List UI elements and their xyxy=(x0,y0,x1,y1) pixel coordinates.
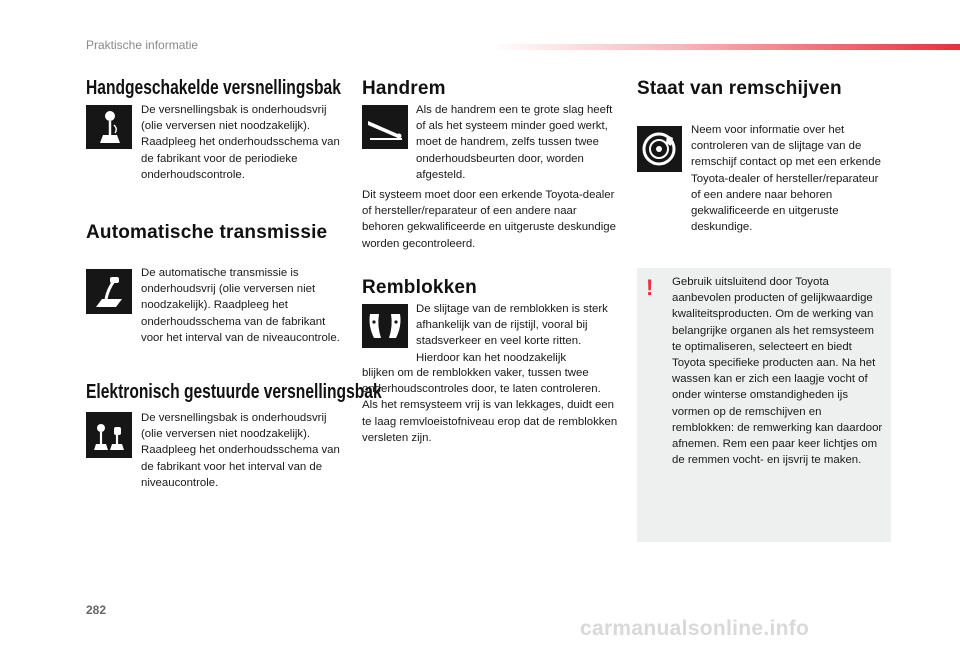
heading-brake-discs: Staat van remschijven xyxy=(637,78,842,99)
page-number: 282 xyxy=(86,603,107,617)
brake-pads-icon xyxy=(362,304,408,348)
heading-automatic-transmission: Automatische transmissie xyxy=(86,222,328,243)
heading-handbrake: Handrem xyxy=(362,78,446,99)
brake-pads-text-more: blijken om de remblokken vaker, tussen twee onderhoudscontroles door, te laten controleren. Als het remsysteem vrij is van lekkages, duidt een te laag remvloeistofniveau erop dat de remblokken versleten zijn. xyxy=(362,367,618,444)
brake-pads-text-intro: De slijtage van de remblokken is sterk afhankelijk van de rijstijl, vooral bij stadsverkeer en veel korte ritten. Hierdoor kan het noodzakelijk xyxy=(416,303,608,364)
automatic-transmission-text: De automatische transmissie is onderhoudsvrij (olie verversen niet noodzakelijk). Raadpleeg het onderhoudsschema van de fabrikant voor het interval van de niveaucontrole. xyxy=(141,267,340,344)
page-header-title: Praktische informatie xyxy=(86,38,199,52)
manual-gearshift-icon xyxy=(86,105,132,149)
warning-text: Gebruik uitsluitend door Toyota aanbevolen producten of gelijkwaardige kwaliteitsproducten. Om de werking van belangrijke organen als het remsysteem te optimaliseren, selecteert en biedt Toyota specifieke producten aan. Na het wassen kan er zich een laagje vocht of onder winterse omstandigheden ijs vormen op de remschijven en remblokken: de remwerking kan daardoor afnemen. Rem een paar keer lichtjes om de remmen vocht- en ijsvrij te maken. xyxy=(672,276,883,467)
handbrake-text-intro: Als de handrem een te grote slag heeft of als het systeem minder goed werkt, moet de handrem, zelfs tussen twee onderhoudsbeurten door, worden afgesteld. xyxy=(416,104,613,181)
brake-discs-text: Neem voor informatie over het controleren van de slijtage van de remschijf contact op met een erkende Toyota-dealer of hersteller/reparateur of een andere naar behoren gekwalificeerde en uitgeruste deskundige. xyxy=(691,124,881,234)
electronic-gearbox-icon xyxy=(86,412,132,458)
brake-disc-icon xyxy=(637,126,682,172)
watermark: carmanualsonline.info xyxy=(580,617,810,640)
handbrake-lever-icon xyxy=(362,105,408,149)
heading-brake-pads: Remblokken xyxy=(362,277,477,298)
manual-gearbox-text: De versnellingsbak is onderhoudsvrij (olie verversen niet noodzakelijk). Raadpleeg het onderhoudsschema van de fabrikant voor de periodieke onderhoudscontrole. xyxy=(141,104,340,181)
header-accent-bar xyxy=(490,44,960,50)
handbrake-text-more: Dit systeem moet door een erkende Toyota-dealer of hersteller/reparateur of een andere naar behoren gekwalificeerde en uitgeruste deskundige worden gecontroleerd. xyxy=(362,189,616,250)
heading-electronic-gearbox: Elektronisch gestuurde versnellingsbak xyxy=(86,381,382,403)
automatic-gearshift-icon xyxy=(86,269,132,314)
electronic-gearbox-text: De versnellingsbak is onderhoudsvrij (olie verversen niet noodzakelijk). Raadpleeg het onderhoudsschema van de fabrikant voor het interval van de niveaucontrole. xyxy=(141,412,340,489)
warning-exclamation-icon: ! xyxy=(646,275,654,300)
heading-manual-gearbox: Handgeschakelde versnellingsbak xyxy=(86,77,341,99)
